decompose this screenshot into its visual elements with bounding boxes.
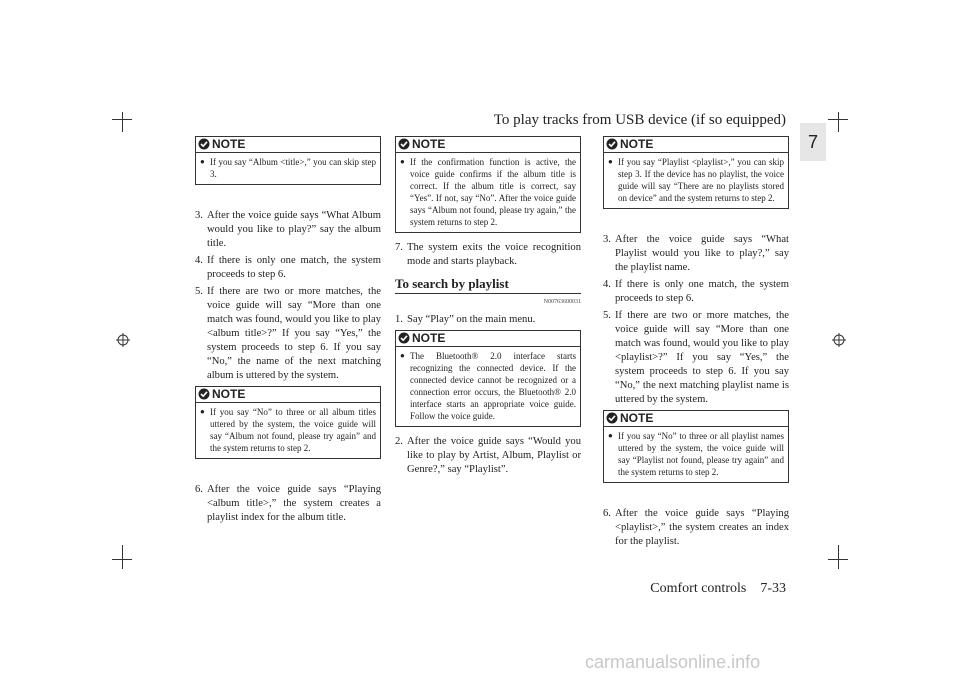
section-title: To search by playlist (395, 277, 581, 294)
section-code: N00763600031 (543, 299, 581, 305)
note-bullet: ● If the confirmation function is active, the voice guide confirms if the album title is correct. If the album title is correct, say “Yes”. If not, say “No”. After the voice guide says “Album not found, please try again,” the system returns to step 2. (400, 157, 576, 227)
note-check-icon (198, 138, 210, 150)
step-item: 4. If there is only one match, the system proceeds to step 6. (195, 255, 381, 280)
page-header: To play tracks from USB device (if so equipped) (493, 112, 786, 128)
note-check-icon (606, 138, 618, 150)
note-label: NOTE (212, 137, 246, 151)
column-1 (195, 136, 381, 528)
note-box (395, 136, 581, 233)
note-header (604, 411, 788, 427)
step-item: 3. After the voice guide says “What Playlist would you like to play?,” say the playlist name. (603, 234, 789, 273)
step-item: 7. The system exits the voice recognition mode and starts playback. (395, 242, 581, 267)
note-check-icon (198, 388, 210, 400)
note-bullet: ● If you say “Playlist <playlist>,” you can skip step 3. If the device has no playlist, the voice guide will say “There are no playlists stored on device” and the system returns to step 2. (608, 157, 784, 203)
note-label: NOTE (620, 137, 654, 151)
note-label: NOTE (212, 387, 246, 401)
page-number: 7-33 (760, 581, 786, 596)
note-box (603, 410, 789, 483)
note-header (396, 137, 580, 153)
registration-mark-icon (832, 333, 846, 347)
watermark: carmanualsonline.info (585, 652, 761, 672)
crop-mark (828, 119, 848, 120)
note-check-icon (398, 332, 410, 344)
note-bullet: ● If you say “Album <title>,” you can skip step 3. (200, 157, 376, 179)
registration-mark-icon (116, 333, 130, 347)
step-item: 4. If there is only one match, the system proceeds to step 6. (603, 279, 789, 304)
crop-mark (838, 545, 839, 569)
crop-mark (828, 559, 848, 560)
crop-mark (112, 119, 132, 120)
chapter-tab: 7 (800, 123, 826, 161)
step-item: 1. Say “Play” on the main menu. (395, 314, 536, 325)
note-header (396, 331, 580, 347)
crop-mark (838, 112, 839, 132)
note-label: NOTE (412, 331, 446, 345)
step-item: 3. After the voice guide says “What Album would you like to play?” say the album title. (195, 210, 381, 249)
note-bullet: ● If you say “No” to three or all album titles uttered by the system, the voice guide will say “Album not found, please try again” and the system returns to step 2. (200, 407, 376, 453)
note-label: NOTE (620, 411, 654, 425)
step-item: 2. After the voice guide says “Would you like to play by Artist, Album, Playlist or Genre?,” say “Playlist”. (395, 436, 581, 475)
note-header (196, 137, 380, 153)
note-box (195, 136, 381, 185)
step-item: 5. If there are two or more matches, the voice guide will say “More than one match was found, would you like to play <playlist>?” If you say “Yes,” the system proceeds to step 6. If you say “No,” the next matching playlist name is uttered by the system. (603, 310, 789, 405)
note-header (604, 137, 788, 153)
note-box (603, 136, 789, 209)
crop-mark (112, 559, 132, 560)
crop-mark (122, 112, 123, 132)
note-box (395, 330, 581, 427)
bullet-icon: ● (200, 157, 205, 166)
step-item: 6. After the voice guide says “Playing <album title>,” the system creates a playlist index for the album title. (195, 484, 381, 523)
note-box (195, 386, 381, 459)
bullet-icon: ● (400, 157, 405, 166)
note-label: NOTE (412, 137, 446, 151)
column-2 (395, 136, 581, 480)
footer-section: Comfort controls (650, 581, 747, 596)
note-bullet: ● The Bluetooth® 2.0 interface starts recognizing the connected device. If the connected device cannot be recognized or a connection error occurs, the Bluetooth® 2.0 interface starts an appropriate voice guide. Follow the voice guide. (400, 351, 576, 421)
step-item: 5. If there are two or more matches, the voice guide will say “More than one match was found, would you like to play <album title>?” If you say “Yes,” the system proceeds to step 6. If you say “No,” the name of the next matching album is uttered by the system. (195, 286, 381, 381)
note-bullet: ● If you say “No” to three or all playlist names uttered by the system, the voice guide will say “Playlist not found, please try again” and the system returns to step 2. (608, 431, 784, 477)
bullet-icon: ● (608, 157, 613, 166)
step-item: 6. After the voice guide says “Playing <playlist>,” the system creates an index for the playlist. (603, 508, 789, 547)
crop-mark (122, 545, 123, 569)
note-check-icon (606, 412, 618, 424)
bullet-icon: ● (608, 431, 613, 440)
column-3 (603, 136, 789, 552)
note-check-icon (398, 138, 410, 150)
bullet-icon: ● (400, 351, 405, 360)
note-header (196, 387, 380, 403)
bullet-icon: ● (200, 407, 205, 416)
page-footer (650, 581, 786, 597)
